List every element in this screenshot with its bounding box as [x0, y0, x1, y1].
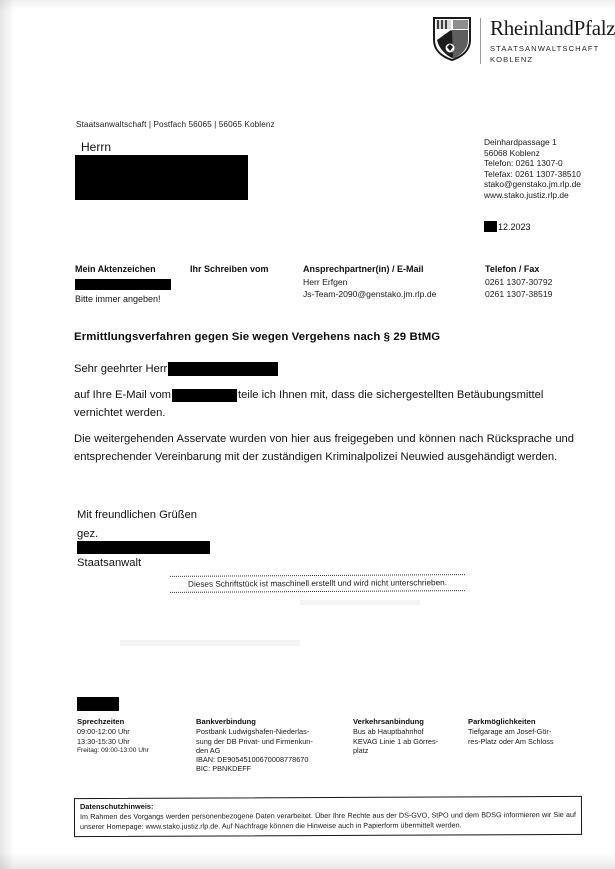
contact-phone: Telefon: 0261 1307-0	[484, 158, 563, 169]
letter-closing-greeting: Mit freundlichen Grüßen	[77, 509, 198, 521]
letter-salutation-name-redaction	[168, 362, 278, 376]
privacy-notice-box	[74, 796, 582, 837]
contact-city: 56068 Koblenz	[484, 147, 540, 158]
reference-contact-header: Ansprechpartner(in) / E-Mail	[303, 264, 424, 274]
machine-generated-note: Dieses Schriftstück ist maschinell erstellt und wird nicht unterschrieben.	[170, 574, 465, 593]
scan-edge-shading-bottom	[0, 853, 615, 869]
letter-closing	[77, 506, 197, 544]
footer-column-office-hours	[77, 717, 192, 755]
signer-name-redaction	[77, 541, 210, 554]
footer-line: KEVAG Linie 1 ab Görres-	[353, 736, 439, 746]
privacy-notice-text: Im Rahmen des Vorgangs werden personenbezogene Daten verarbeitet. Über Ihre Rechte aus der DS-GVO, StPO und dem BDSG informieren wir Sie auf unserer Homepage: www.stako.justiz.rlp.de. Auf Nachfrage können die Hinweise auch in Papierform übermittelt werden.	[79, 809, 577, 831]
letter-paragraph-1-part-1: auf Ihre E-Mail vom	[74, 389, 171, 401]
letterhead-city: KOBLENZ	[490, 55, 534, 64]
scan-edge-shading-left	[0, 0, 14, 869]
reference-file-number-header: Mein Aktenzeichen	[75, 264, 156, 274]
footer-line: Tiefgarage am Josef-Gör-	[468, 727, 552, 737]
recipient-salutation: Herrn	[81, 140, 112, 154]
footer-column-bank-details	[196, 717, 346, 774]
letterhead-authority: STAATSANWALTSCHAFT	[490, 44, 600, 53]
contact-email: stako@genstako.jm.rlp.de	[484, 179, 581, 190]
footer-line: Freitag: 09:00-13:00 Uhr	[77, 746, 149, 754]
scan-edge-shading-top	[0, 0, 615, 10]
rhineland-palatinate-coat-of-arms-icon	[432, 16, 472, 62]
reference-phone-header: Telefon / Fax	[485, 264, 540, 274]
reference-phone-column	[485, 264, 552, 300]
letter-date	[484, 221, 531, 232]
footer-heading: Verkehrsanbindung	[353, 717, 424, 726]
reference-your-letter-header: Ihr Schreiben vom	[190, 264, 269, 274]
footer-heading: Sprechzeiten	[77, 717, 125, 726]
footer-line: sung der DB Privat- und Firmenkun-	[196, 736, 313, 746]
privacy-notice-title: Datenschutzhinweis:	[79, 801, 154, 812]
reference-phone-value: 0261 1307-30792	[485, 277, 553, 287]
footer-line: Bus ab Hauptbahnhof	[353, 727, 424, 737]
letter-closing-gez: gez.	[77, 528, 99, 540]
letter-paragraph-1-date-redaction	[172, 389, 237, 402]
return-address-line: Staatsanwaltschaft | Postfach 56065 | 56065 Koblenz	[76, 120, 275, 129]
footer-line: 09:00-12:00 Uhr	[77, 727, 130, 737]
date-value: 12.2023	[498, 221, 531, 232]
footer-line: 13:30-15:30 Uhr	[77, 736, 130, 746]
contact-fax: Telefax: 0261 1307-38510	[484, 168, 581, 179]
signer-role: Staatsanwalt	[77, 557, 142, 569]
reference-contact-email: Js-Team-2090@genstako.jm.rlp.de	[303, 289, 437, 299]
scan-artifact	[120, 640, 300, 646]
footer-line: Postbank Ludwigshafen-Niederlas-	[196, 727, 310, 737]
letter-paragraph-2: Die weitergehenden Asservate wurden von hier aus freigegeben und können nach Rücksprache und entsprechender Vereinbarung mit der zuständigen Kriminalpolizei Neuwied ausgehändigt werden.	[74, 433, 574, 463]
letter-paragraph-1	[74, 386, 572, 422]
reference-contact-name: Herr Erfgen	[303, 277, 348, 287]
footer-line: platz	[353, 745, 369, 755]
scan-artifact	[300, 600, 420, 605]
reference-file-number-column	[75, 264, 171, 304]
reference-contact-column	[303, 264, 436, 300]
letter-salutation-text: Sehr geehrter Herr	[74, 363, 168, 375]
reference-your-letter-column	[190, 264, 269, 277]
reference-fax-value: 0261 1307-38519	[485, 289, 553, 299]
footer-column-parking	[468, 717, 598, 746]
footer-heading: Parkmöglichkeiten	[468, 717, 536, 726]
footer-column-transit	[353, 717, 463, 755]
letter-paragraph-1-part-2: teile ich Ihnen mit, dass die sichergestellten Betäubungsmittel vernichtet werden.	[74, 389, 544, 419]
footer-iban: IBAN: DE90545100670008778670	[196, 755, 309, 765]
contact-street: Deinhardpassage 1	[484, 137, 557, 147]
letterhead	[432, 16, 615, 64]
letter-salutation	[74, 362, 278, 376]
contact-block	[484, 137, 581, 201]
letterhead-divider	[480, 18, 481, 64]
date-day-redaction	[484, 221, 497, 232]
letterhead-title: RheinlandPfalz	[490, 16, 615, 40]
letter-subject: Ermittlungsverfahren gegen Sie wegen Vergehens nach § 29 BtMG	[74, 331, 441, 343]
footer-redaction	[77, 697, 119, 711]
reference-file-number-redaction	[75, 279, 171, 290]
footer-heading: Bankverbindung	[196, 717, 256, 726]
footer-line: den AG	[196, 745, 221, 755]
footer-bic: BIC: PBNKDEFF	[196, 764, 252, 774]
reference-file-number-note: Bitte immer angeben!	[75, 294, 161, 304]
contact-website: www.stako.justiz.rlp.de	[484, 189, 569, 200]
recipient-address-redaction	[75, 155, 248, 200]
footer-line: res-Platz oder Am Schloss	[468, 736, 554, 746]
